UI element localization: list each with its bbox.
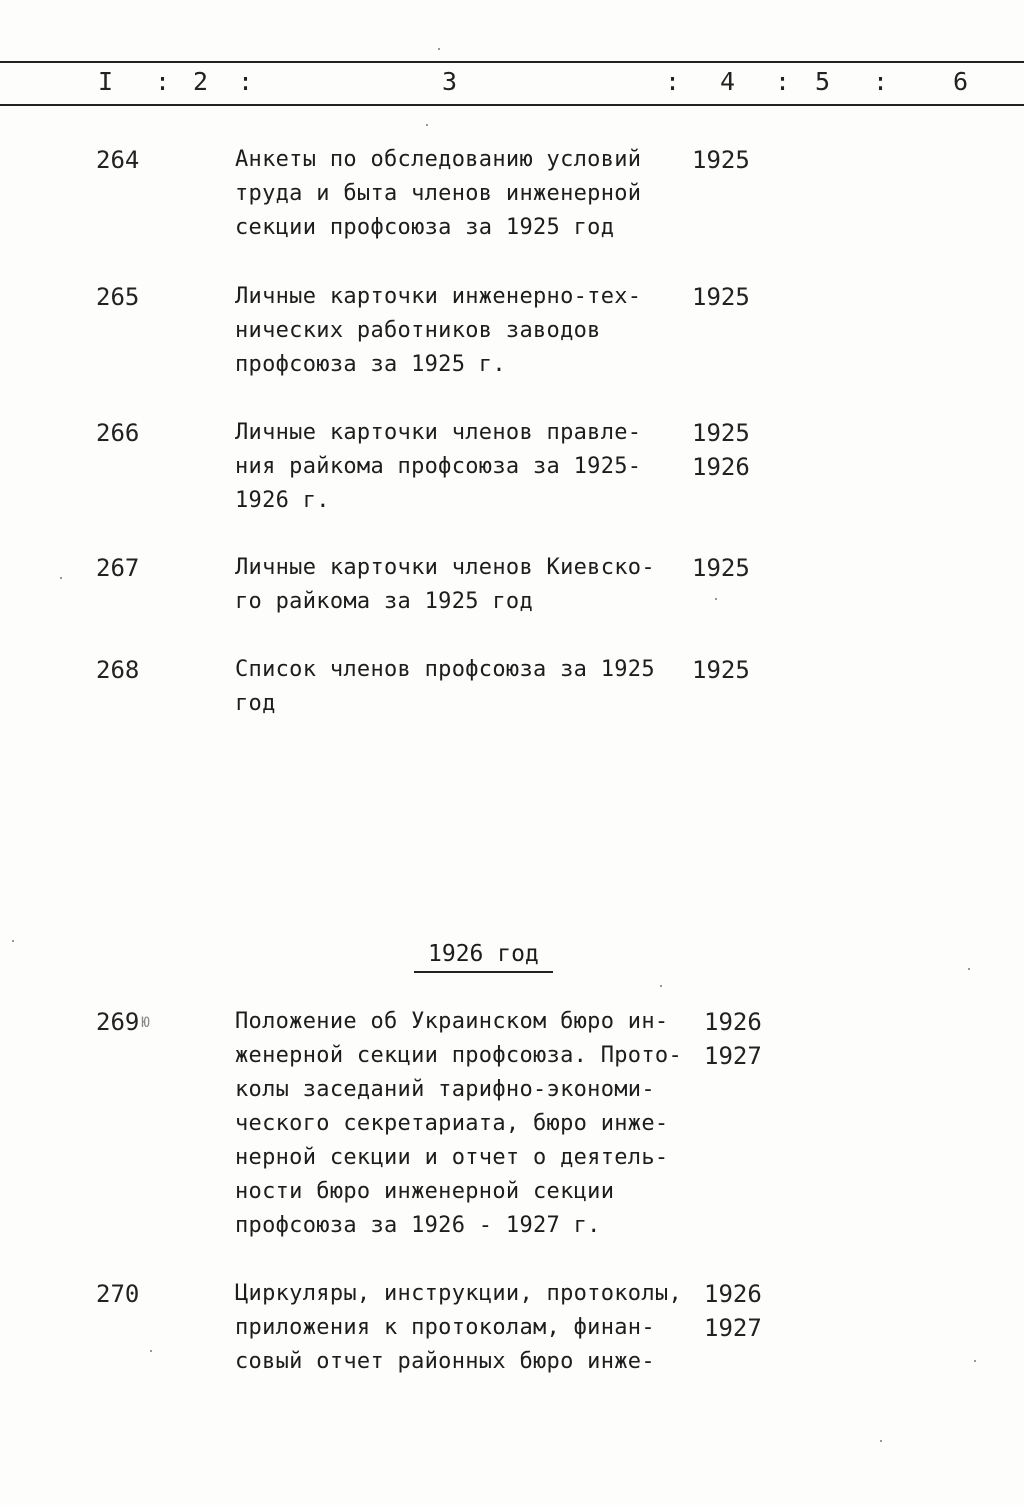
description-line: ния райкома профсоюза за 1925- bbox=[235, 454, 642, 479]
scan-speck bbox=[426, 124, 428, 126]
entry-number bbox=[96, 1005, 150, 1040]
date-value: 1925 bbox=[692, 146, 750, 174]
scan-speck bbox=[150, 1350, 152, 1352]
description-line: Список членов профсоюза за 1925 bbox=[235, 657, 655, 682]
header-col-4: 4 bbox=[720, 67, 736, 96]
entry-dates bbox=[704, 1005, 762, 1073]
entry-number-value: 269 bbox=[96, 1008, 140, 1036]
entry-description bbox=[235, 551, 685, 619]
date-value: 1926 bbox=[704, 1008, 762, 1036]
entry-dates bbox=[692, 653, 750, 687]
description-line: Анкеты по обследованию условий bbox=[235, 147, 642, 172]
entry-description bbox=[235, 143, 685, 245]
date-value: 1926 bbox=[704, 1280, 762, 1308]
header-col-1: I bbox=[98, 67, 114, 96]
header-separator: : bbox=[775, 67, 791, 96]
date-value: 1925 bbox=[692, 554, 750, 582]
description-line: профсоюза за 1926 - 1927 г. bbox=[235, 1213, 601, 1238]
entry-dates bbox=[704, 1277, 762, 1345]
description-line: год bbox=[235, 691, 276, 716]
date-value: 1925 bbox=[692, 283, 750, 311]
scan-speck bbox=[715, 598, 717, 600]
description-line: Личные карточки инженерно-тех- bbox=[235, 284, 642, 309]
description-line: ности бюро инженерной секции bbox=[235, 1179, 615, 1204]
description-line: Положение об Украинском бюро ин- bbox=[235, 1009, 669, 1034]
scan-speck bbox=[12, 940, 14, 942]
header-separator: : bbox=[665, 67, 681, 96]
description-line: нерной секции и отчет о деятель- bbox=[235, 1145, 669, 1170]
header-col-5: 5 bbox=[815, 67, 831, 96]
entry-number: 270 bbox=[96, 1280, 140, 1308]
description-line: Личные карточки членов правле- bbox=[235, 420, 642, 445]
scan-speck bbox=[880, 1440, 882, 1442]
entry-number: 268 bbox=[96, 656, 140, 684]
description-line: совый отчет районных бюро инже- bbox=[235, 1349, 655, 1374]
header-top-rule bbox=[0, 61, 1024, 63]
description-line: нических работников заводов bbox=[235, 318, 601, 343]
description-line: колы заседаний тарифно-экономи- bbox=[235, 1077, 655, 1102]
description-line: Личные карточки членов Киевско- bbox=[235, 555, 655, 580]
section-heading: 1926 год bbox=[414, 937, 553, 973]
description-line: го райкома за 1925 год bbox=[235, 589, 533, 614]
entry-description bbox=[235, 280, 685, 382]
description-line: секции профсоюза за 1925 год bbox=[235, 215, 615, 240]
entry-number: 266 bbox=[96, 419, 140, 447]
header-separator: : bbox=[155, 67, 171, 96]
header-col-3: 3 bbox=[442, 67, 458, 96]
header-separator: : bbox=[873, 67, 889, 96]
description-line: 1926 г. bbox=[235, 488, 330, 513]
scan-speck bbox=[438, 48, 440, 50]
entry-number: 267 bbox=[96, 554, 140, 582]
scan-speck bbox=[974, 1360, 976, 1362]
entry-dates bbox=[692, 416, 750, 484]
description-line: женерной секции профсоюза. Прото- bbox=[235, 1043, 682, 1068]
description-line: Циркуляры, инструкции, протоколы, bbox=[235, 1281, 682, 1306]
entry-description bbox=[235, 1277, 685, 1379]
entry-number: 265 bbox=[96, 283, 140, 311]
description-line: труда и быта членов инженерной bbox=[235, 181, 642, 206]
scan-speck bbox=[660, 985, 662, 987]
date-value: 1927 bbox=[704, 1314, 762, 1342]
scan-speck bbox=[60, 577, 62, 579]
entry-number: 264 bbox=[96, 146, 140, 174]
date-value: 1926 bbox=[692, 453, 750, 481]
entry-dates bbox=[692, 551, 750, 585]
entry-description bbox=[235, 653, 685, 721]
date-value: 1925 bbox=[692, 419, 750, 447]
header-separator: : bbox=[238, 67, 254, 96]
header-bottom-rule bbox=[0, 104, 1024, 106]
description-line: ческого секретариата, бюро инже- bbox=[235, 1111, 669, 1136]
date-value: 1925 bbox=[692, 656, 750, 684]
entry-mark: Ю bbox=[141, 1015, 150, 1031]
date-value: 1927 bbox=[704, 1042, 762, 1070]
entry-description bbox=[235, 1005, 685, 1243]
description-line: приложения к протоколам, финан- bbox=[235, 1315, 655, 1340]
scan-speck bbox=[968, 968, 970, 970]
header-col-2: 2 bbox=[193, 67, 209, 96]
header-col-6: 6 bbox=[953, 67, 969, 96]
entry-dates bbox=[692, 143, 750, 177]
entry-dates bbox=[692, 280, 750, 314]
entry-description bbox=[235, 416, 685, 518]
description-line: профсоюза за 1925 г. bbox=[235, 352, 506, 377]
